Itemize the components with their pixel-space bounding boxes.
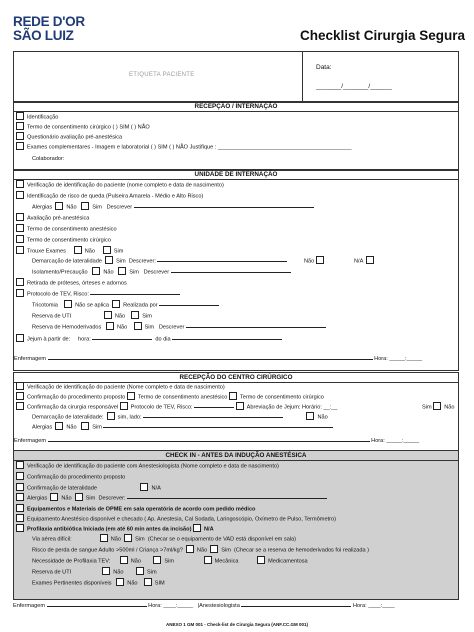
- list-item: Confirmação de lateralidade N/A: [16, 484, 161, 493]
- checkbox[interactable]: [16, 142, 24, 150]
- checkbox[interactable]: [16, 122, 24, 130]
- checkbox[interactable]: [64, 300, 72, 308]
- checkbox[interactable]: [105, 256, 113, 264]
- list-item: Necessidade de Profilaxia TEV: Não Sim Mecânica Medicamentosa: [32, 557, 308, 566]
- checkbox[interactable]: [16, 112, 24, 120]
- section-recepcao: [13, 101, 459, 171]
- footer-text: ANEXO 1 GM 001 - Check-list de Cirurgia Segura (ANF.CC.GM 001): [165, 622, 309, 627]
- checkbox[interactable]: [210, 545, 218, 553]
- na-label: N/A: [354, 257, 377, 266]
- checkbox[interactable]: [366, 256, 374, 264]
- list-item: Identificação de risco de queda (Pulseira Amarela - Médio e Alto Risco): [16, 192, 203, 201]
- list-item: Confirmação do procedimento proposto: [16, 473, 125, 482]
- checkbox[interactable]: [16, 191, 24, 199]
- checkbox[interactable]: [16, 289, 24, 297]
- checkbox[interactable]: [136, 567, 144, 575]
- checkbox[interactable]: [306, 412, 314, 420]
- section-title: CHECK IN - ANTES DA INDUÇÃO ANESTÉSICA: [14, 451, 458, 461]
- sim-nao: Sim Não: [422, 403, 454, 412]
- checkbox[interactable]: [100, 534, 108, 542]
- checkbox[interactable]: [16, 514, 24, 522]
- list-item: Reserva de UTI Não Sim: [32, 312, 152, 321]
- list-item: Verificação de identificação do paciente (nome completo e data de nascimento): [16, 181, 224, 190]
- list-item: Confirmação do procedimento proposto Termo de consentimento anestésico Termo de consentimento cirúrgico: [16, 393, 324, 402]
- checkbox[interactable]: [120, 556, 128, 564]
- list-item: Trouxe Exames Não Sim: [16, 247, 123, 256]
- checkbox[interactable]: [16, 504, 24, 512]
- list-item: Alergias Não Sim: [32, 423, 333, 432]
- checkbox[interactable]: [103, 246, 111, 254]
- checkbox[interactable]: [112, 300, 120, 308]
- checkbox[interactable]: [16, 472, 24, 480]
- checkbox[interactable]: [16, 235, 24, 243]
- checkbox[interactable]: [134, 322, 142, 330]
- data-field[interactable]: _______/_______/______: [316, 83, 392, 90]
- checkbox[interactable]: [316, 256, 324, 264]
- checkbox[interactable]: [106, 322, 114, 330]
- checkbox[interactable]: [236, 402, 244, 410]
- checkbox[interactable]: [16, 402, 24, 410]
- list-item: Retirada de próteses, órteses e adornos: [16, 279, 127, 288]
- list-item: Demarcação de lateralidade: sim, lado: Não: [32, 413, 328, 422]
- checkbox[interactable]: [55, 202, 63, 210]
- etiqueta-label: ETIQUETA PACIENTE: [129, 72, 195, 78]
- list-item: Isolamento/Precaução Não Sim Descrever: [32, 268, 291, 277]
- checkbox[interactable]: [16, 278, 24, 286]
- list-item: Alergias Não Sim Descrever:: [16, 494, 327, 503]
- checkbox[interactable]: [204, 556, 212, 564]
- checkbox[interactable]: [50, 493, 58, 501]
- checkbox[interactable]: [153, 556, 161, 564]
- checkbox[interactable]: [144, 578, 152, 586]
- checkbox[interactable]: [118, 267, 126, 275]
- list-item: Avaliação pré-anestésica: [16, 214, 89, 223]
- checkbox[interactable]: [257, 556, 265, 564]
- list-item: Identificação: [16, 113, 58, 122]
- list-item: Questionário avaliação pré-anestésica: [16, 133, 122, 142]
- section-title: RECEPÇÃO DO CENTRO CIRÚRGICO: [14, 373, 458, 383]
- checkbox[interactable]: [16, 382, 24, 390]
- list-item: Verificação de identificação do paciente com Anestesiologista (Nome completo e data de nascimento): [16, 462, 279, 471]
- section-title: UNIDADE DE INTERNAÇÃO: [14, 170, 458, 180]
- checkbox[interactable]: [120, 402, 128, 410]
- checkbox[interactable]: [16, 213, 24, 221]
- checkbox[interactable]: [124, 534, 132, 542]
- checkbox[interactable]: [81, 422, 89, 430]
- nao-label: Não: [304, 257, 327, 266]
- enfermagem-row: Enfermagem Hora: _____:_____: [14, 356, 423, 362]
- list-item: Demarcação de lateralidade Sim Descrever:: [32, 257, 287, 266]
- alergias-row: Alergias Não Sim Descrever: [32, 203, 314, 212]
- checkbox[interactable]: [92, 267, 100, 275]
- list-item: Exames complementares - Imagem e laboratorial ( ) SIM ( ) NÃO Justifique : ___________________________________________: [16, 143, 352, 152]
- list-item: Termo de consentimento cirúrgico: [16, 236, 111, 245]
- checkbox[interactable]: [193, 524, 201, 532]
- list-item: Equipamentos e Materiais de OPME em sala operatória de acordo com pedido médico: [16, 505, 255, 514]
- logo-sao-luiz: SÃO LUIZ: [13, 28, 74, 43]
- checkbox[interactable]: [16, 392, 24, 400]
- list-item: Reserva de Hemoderivados Não Sim Descrever: [32, 323, 326, 332]
- checkbox[interactable]: [81, 202, 89, 210]
- list-item: Jejum à partir de: hora: do dia: [16, 335, 282, 344]
- checkbox[interactable]: [16, 493, 24, 501]
- checkbox[interactable]: [16, 461, 24, 469]
- section-centro: [13, 372, 459, 451]
- header-box: [13, 51, 459, 103]
- checkbox[interactable]: [104, 311, 112, 319]
- section-checkin: [13, 450, 459, 600]
- list-item: Via aérea difícil: Não Sim (Checar se o equipamento de VAD está disponível em sala): [32, 535, 296, 544]
- checkbox[interactable]: [55, 422, 63, 430]
- list-item: Termo de consentimento anestésico: [16, 225, 117, 234]
- checkbox[interactable]: [16, 334, 24, 342]
- checkbox[interactable]: [229, 392, 237, 400]
- checkbox[interactable]: [16, 224, 24, 232]
- page-title: Checklist Cirurgia Segura: [300, 28, 466, 43]
- data-label: Data:: [316, 64, 332, 71]
- list-item: Reserva de UTI Não Sim: [32, 568, 157, 577]
- section-unidade: [13, 169, 459, 371]
- checkbox[interactable]: [16, 132, 24, 140]
- checkbox[interactable]: [102, 567, 110, 575]
- checkbox[interactable]: [131, 311, 139, 319]
- logo-rede-dor: REDE D'OR: [13, 14, 85, 29]
- checkbox[interactable]: [16, 180, 24, 188]
- checkbox[interactable]: [186, 545, 194, 553]
- list-item: Equipamento Anestésico disponível e checado ( Ap. Anestesia, Cal Sodada, Laringoscópio, Oxímetro de Pulso, Termômetro): [16, 515, 336, 524]
- checkbox[interactable]: [433, 402, 441, 410]
- checkbox[interactable]: [74, 246, 82, 254]
- section-title: RECEPÇÃO / INTERNAÇÃO: [14, 102, 458, 112]
- list-item: Protocolo de TEV, Risco:: [16, 290, 180, 299]
- checkbox[interactable]: [127, 392, 135, 400]
- list-item: Profilaxia antibiótica Iniciada (em até 60 min antes da incisão) N/A: [16, 525, 214, 534]
- colaborador-label: Colaborador:: [32, 156, 65, 162]
- checkbox[interactable]: [16, 524, 24, 532]
- list-item: Verificação de identificação do paciente (Nome completo e data de nascimento): [16, 383, 225, 392]
- list-item: Confirmação da cirurgia responsável Protocolo de TEV, Risco: Abreviação de Jejum: Horário: __:__: [16, 403, 337, 412]
- list-item: Exames Pertinentes disponíveis Não SIM: [32, 579, 165, 588]
- checkbox[interactable]: [16, 246, 24, 254]
- checkbox[interactable]: [140, 483, 148, 491]
- list-item: Tricotomia Não se aplica Realizada por: [32, 301, 219, 310]
- checkbox[interactable]: [107, 412, 115, 420]
- list-item: Risco de perda de sangue Adulto >500ml / Criança >7ml/kg? Não Sim (Checar se a reserva de hemoderivados foi realizada ): [32, 546, 369, 555]
- enfermagem-row: Enfermagem Hora: _____:_____: [14, 438, 420, 444]
- final-signature-row: Enfermagem Hora: ____:_____ |Anestesiologista Hora: ____:____: [13, 603, 395, 609]
- checkbox[interactable]: [16, 483, 24, 491]
- list-item: Termo de consentimento cirúrgico ( ) SIM ( ) NÃO: [16, 123, 150, 132]
- checkbox[interactable]: [116, 578, 124, 586]
- checkbox[interactable]: [75, 493, 83, 501]
